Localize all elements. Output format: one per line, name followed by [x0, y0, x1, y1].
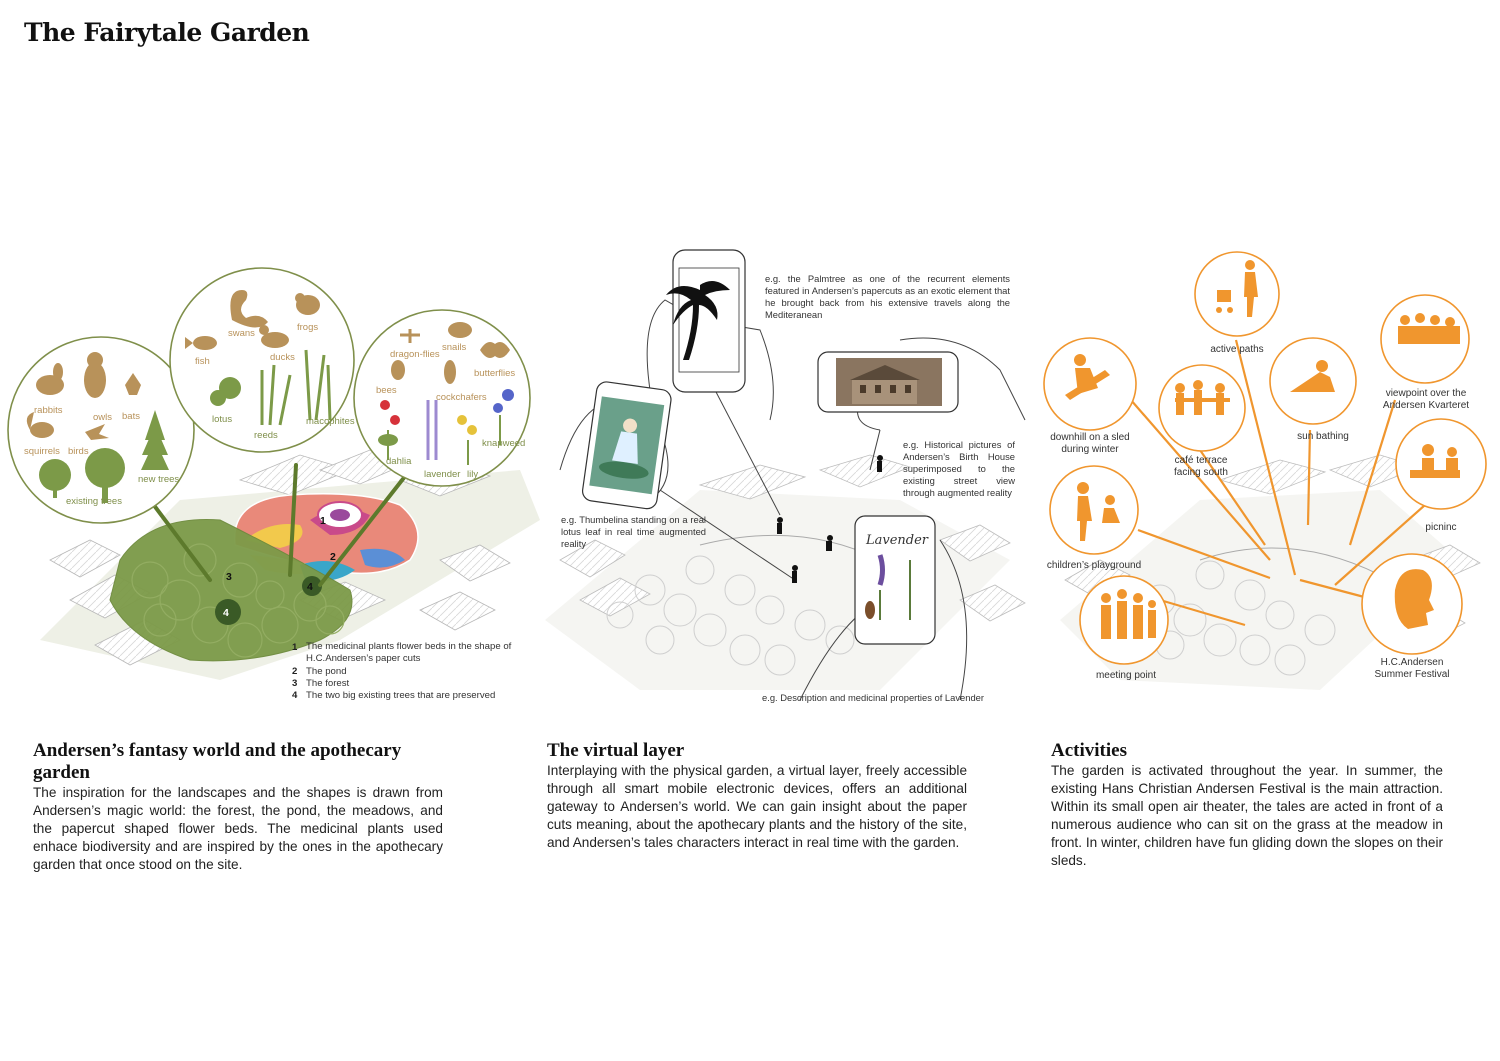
page-title: The Fairytale Garden — [24, 18, 310, 47]
label-macophites: macophites — [306, 416, 355, 427]
label-cafe: café terrace facing south — [1174, 455, 1228, 478]
label-butterflies: butterflies — [474, 368, 516, 379]
map-number-4: 4 — [307, 581, 313, 593]
circle-playground — [1050, 466, 1138, 554]
label-swans: swans — [228, 328, 255, 339]
label-knapweed: knapweed — [482, 438, 526, 449]
label-rabbits: rabbits — [34, 405, 63, 416]
legend-text-1: The medicinal plants flower beds in the shape of H.C.Andersen’s paper cuts — [306, 641, 512, 664]
label-lotus: lotus — [212, 414, 233, 425]
label-fish: fish — [195, 356, 210, 367]
phone-lavender-label: Lavender — [866, 533, 929, 548]
legend-text-4: The two big existing trees that are preserved — [306, 690, 496, 701]
map-number-3: 3 — [226, 571, 232, 583]
label-birds: birds — [68, 446, 89, 457]
circle-picnic — [1396, 419, 1486, 509]
label-bees: bees — [376, 385, 397, 396]
label-cockchafers: cockchafers — [436, 392, 487, 403]
legend-num-4: 4 — [292, 690, 298, 701]
body-apothecary: The inspiration for the landscapes and the shapes is drawn from Andersen’s magic world: the forest, the pond, the meadows, and the papercut shaped flower beds. The medicinal plants used enhace biodiversity and are inspired by the ones in the apothecary garden that once stood on the site. — [33, 785, 443, 872]
label-festival: H.C.Andersen Summer Festival — [1374, 657, 1450, 680]
map-number-2: 2 — [330, 551, 336, 563]
note-historical: e.g. Historical pictures of Andersen’s Birth House superimposed to the existing street view through augmented reality — [903, 439, 1015, 498]
label-ducks: ducks — [270, 352, 295, 363]
circle-active-paths — [1195, 252, 1279, 336]
label-lavender: lavender — [424, 469, 461, 480]
label-viewpoint: viewpoint over the Andersen Kvarteret — [1382, 388, 1470, 411]
label-dragon-flies: dragon-flies — [390, 349, 440, 360]
heading-activities: Activities — [1051, 740, 1127, 761]
label-existing-trees: existing trees — [66, 496, 122, 507]
note-palmtree: e.g. the Palmtree as one of the recurrent elements featured in Andersen’s papercuts as an exotic element that he brought back from his extensive travels along the Mediteranean — [765, 273, 1010, 320]
body-activities: The garden is activated throughout the year. In summer, the existing Hans Christian Andersen Festival is the main attraction. Within its small open air theater, the tales are acted in front of a numerous audience who can sit on the grass at the meadow in front. In winter, children have fun gliding down the slopes on their sleds. — [1051, 763, 1443, 868]
note-lavender: e.g. Description and medicinal properties of Lavender — [762, 692, 985, 703]
label-picnic: picninc — [1425, 522, 1457, 533]
label-meeting: meeting point — [1095, 670, 1157, 681]
body-virtual-layer: Interplaying with the physical garden, a virtual layer, freely accessible through all smart mobile electronic devices, offers an additional gateway to Andersen’s world. We can gain insight about the paper cuts meaning, about the apothecary plants and the history of the site, and Andersen’s tales characters interact in real time with the garden. — [547, 763, 967, 850]
label-playground: children’s playground — [1046, 560, 1142, 571]
flowers-circle — [354, 310, 530, 486]
map-number-4b: 4 — [223, 607, 229, 619]
phone-thumbelina — [560, 381, 672, 510]
map-number-1: 1 — [320, 515, 326, 527]
label-squirrels: squirrels — [24, 446, 60, 457]
label-sun-bathing: sun bathing — [1297, 431, 1349, 442]
label-reeds: reeds — [254, 430, 278, 441]
legend-num-3: 3 — [292, 678, 298, 689]
legend-num-2: 2 — [292, 666, 298, 677]
label-new-trees: new trees — [138, 474, 180, 485]
panel3-activities — [1044, 252, 1486, 690]
label-lily: lily — [467, 469, 479, 480]
label-frogs: frogs — [297, 322, 319, 333]
heading-virtual-layer: The virtual layer — [547, 740, 685, 761]
column-virtual-layer — [547, 740, 967, 852]
label-dahlia: dahlia — [386, 456, 412, 467]
column-activities — [1051, 740, 1443, 870]
label-active-paths: active paths — [1210, 344, 1264, 355]
legend-num-1: 1 — [292, 642, 298, 653]
label-downhill: downhill on a sled during winter — [1050, 432, 1130, 455]
panel1-site-map — [8, 268, 540, 701]
column-apothecary — [33, 740, 443, 874]
water-circle — [170, 268, 355, 452]
legend-text-2: The pond — [306, 666, 347, 677]
legend-text-3: The forest — [306, 678, 350, 689]
phone-historical — [818, 338, 1025, 430]
label-bats: bats — [122, 411, 140, 422]
label-owls: owls — [93, 412, 113, 423]
label-snails: snails — [442, 342, 467, 353]
note-thumbelina: e.g. Thumbelina standing on a real lotus leaf in real time augmented reality — [561, 514, 706, 549]
heading-apothecary: Andersen’s fantasy world and the apothecary garden — [33, 740, 402, 783]
fauna-circle — [8, 337, 194, 523]
